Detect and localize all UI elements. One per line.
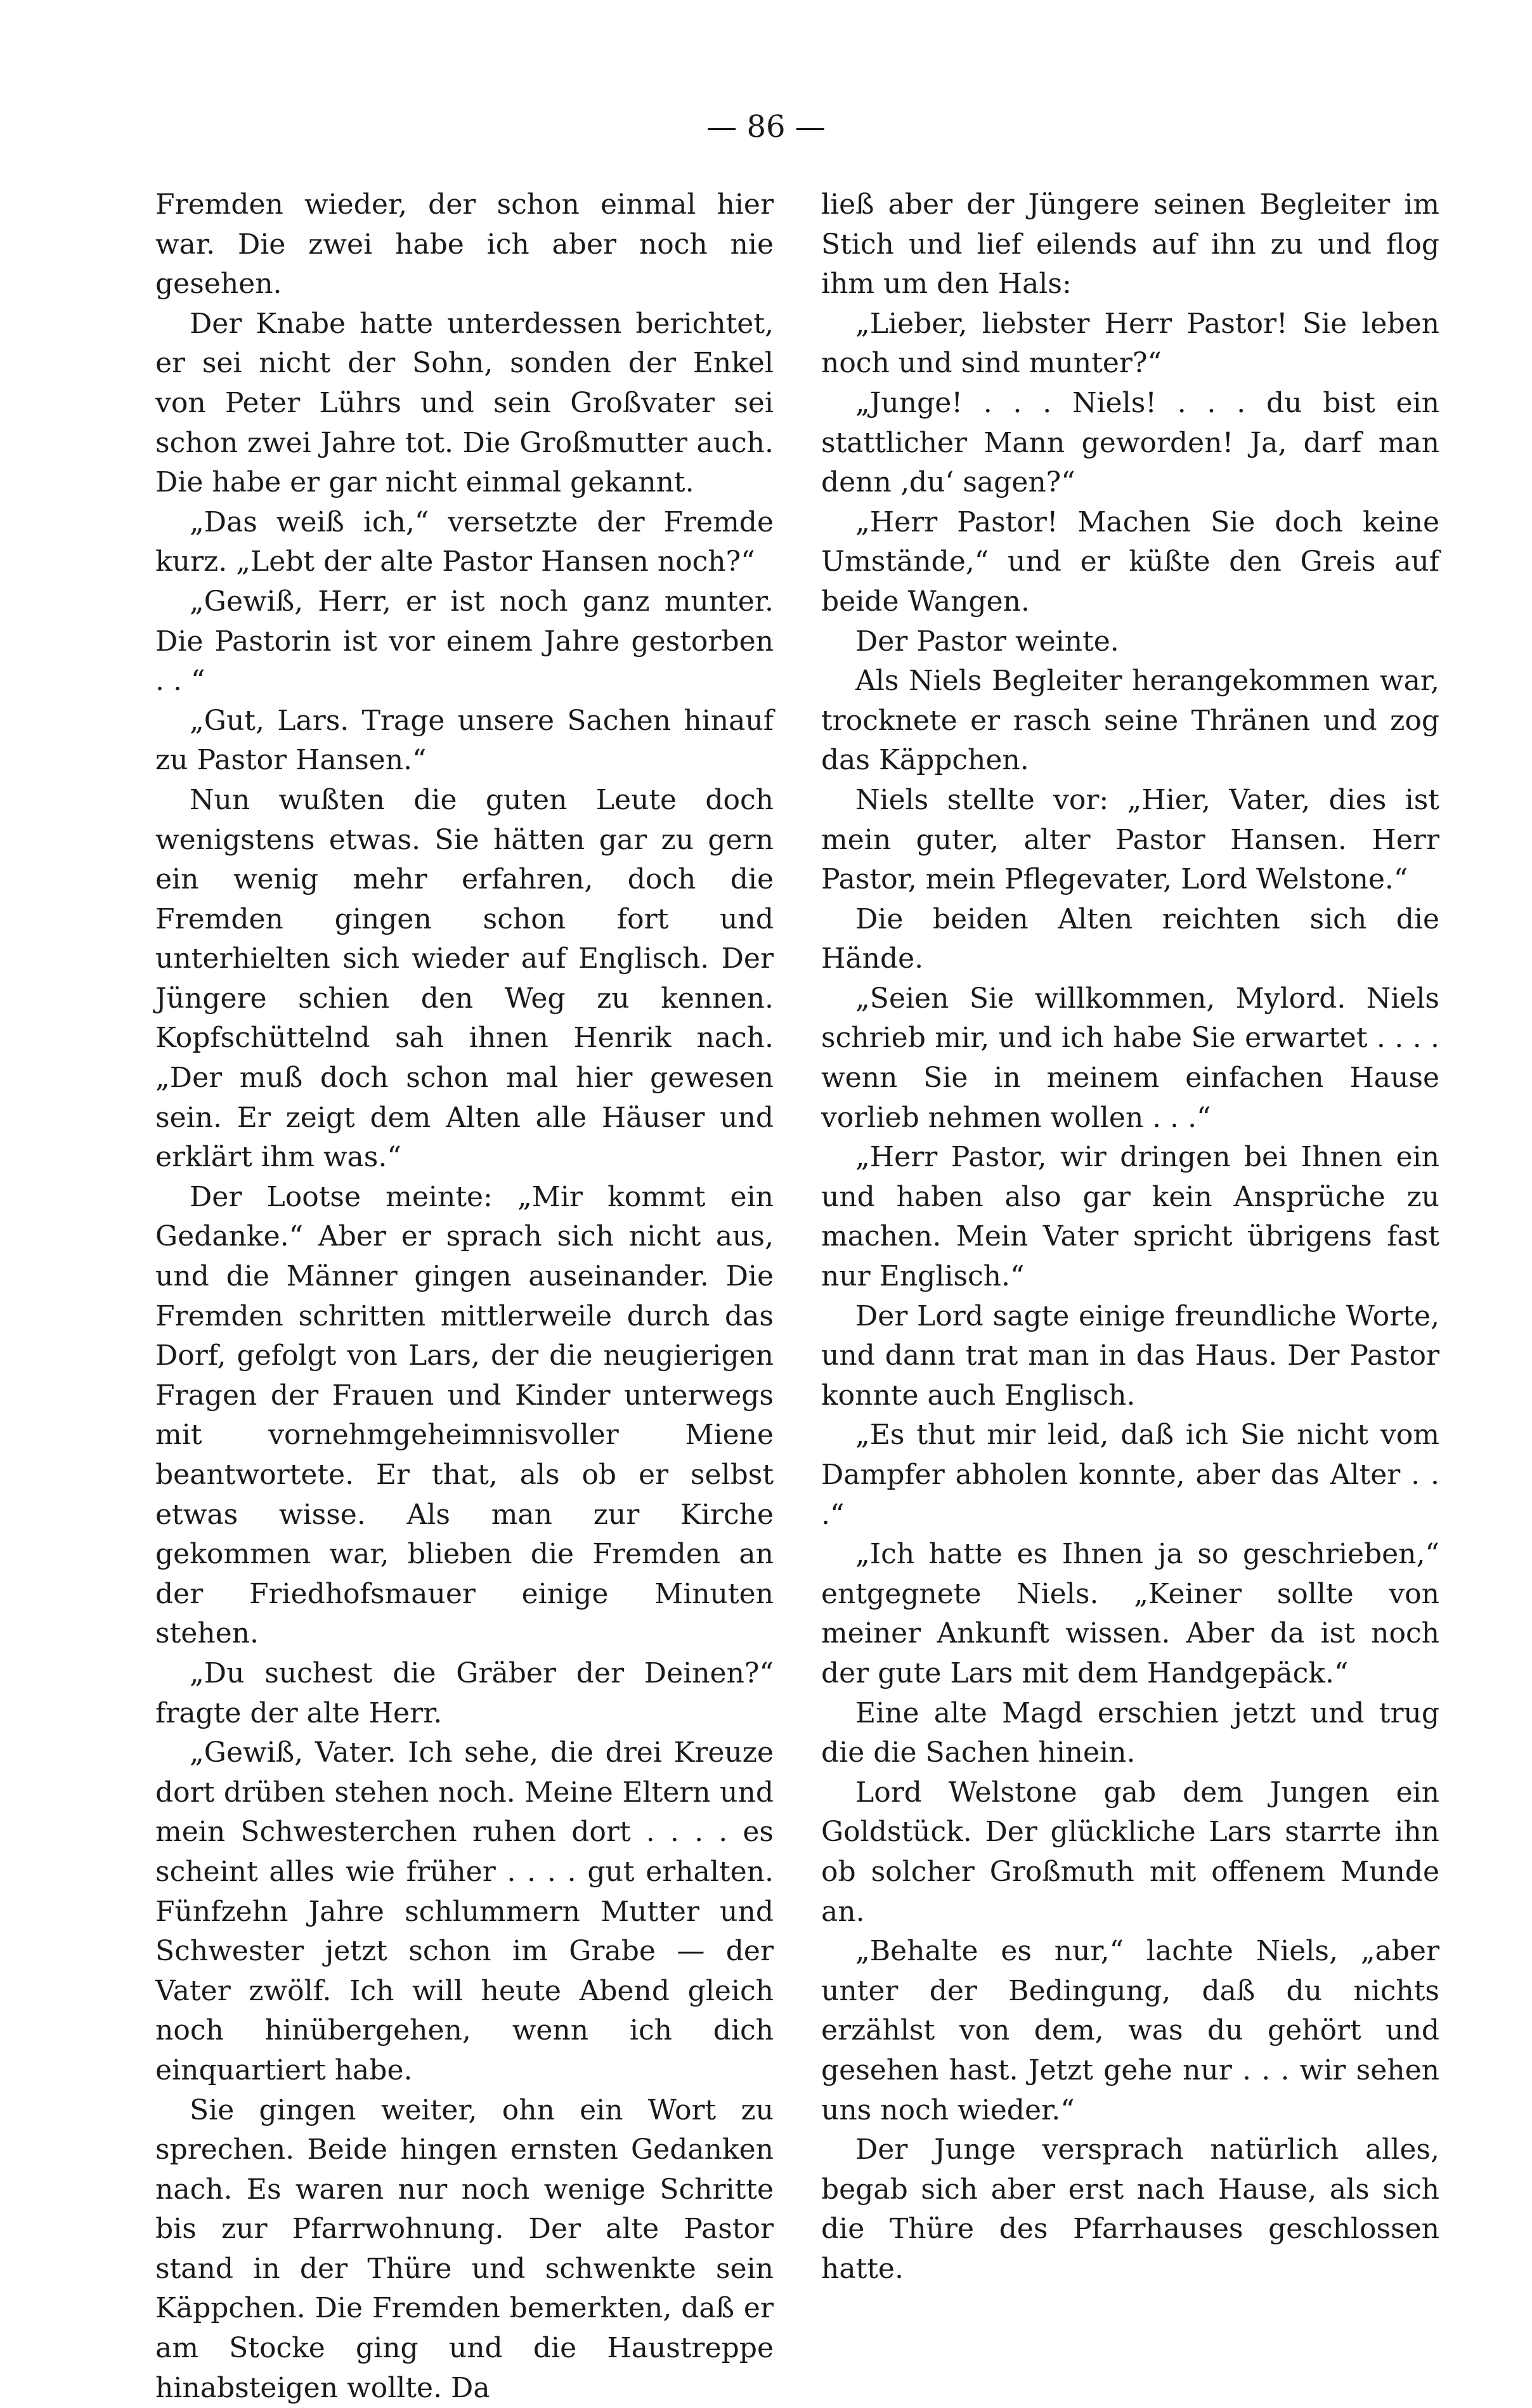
- paragraph: „Herr Pastor! Machen Sie doch keine Umstände,“ und er küßte den Greis auf beide Wangen.: [821, 503, 1439, 622]
- paragraph: „Es thut mir leid, daß ich Sie nicht vom Dampfer abholen konnte, aber das Alter . . .“: [821, 1416, 1439, 1535]
- paragraph: Der Lord sagte einige freundliche Worte, und dann trat man in das Haus. Der Pastor konnte auch Englisch.: [821, 1297, 1439, 1416]
- paragraph: Der Junge versprach natürlich alles, begab sich aber erst nach Hause, als sich die Thüre des Pfarrhauses geschlossen hatte.: [821, 2130, 1439, 2289]
- paragraph: Eine alte Magd erschien jetzt und trug die die Sachen hinein.: [821, 1694, 1439, 1773]
- left-text-column: [155, 185, 774, 2408]
- paragraph: „Seien Sie willkommen, Mylord. Niels schrieb mir, und ich habe Sie erwartet . . . . wenn Sie in meinem einfachen Hause vorlieb nehmen wollen . . .“: [821, 979, 1439, 1138]
- paragraph: „Lieber, liebster Herr Pastor! Sie leben noch und sind munter?“: [821, 304, 1439, 384]
- paragraph: „Junge! . . . Niels! . . . du bist ein stattlicher Mann geworden! Ja, darf man denn ‚du‘ sagen?“: [821, 384, 1439, 503]
- paragraph: „Das weiß ich,“ versetzte der Fremde kurz. „Lebt der alte Pastor Hansen noch?“: [155, 503, 774, 582]
- paragraph: Fremden wieder, der schon einmal hier war. Die zwei habe ich aber noch nie gesehen.: [155, 185, 774, 304]
- paragraph: Der Pastor weinte.: [821, 622, 1439, 662]
- paragraph: Die beiden Alten reichten sich die Hände.: [821, 900, 1439, 979]
- page-number: — 86 —: [0, 108, 1532, 146]
- paragraph: „Ich hatte es Ihnen ja so geschrieben,“ entgegnete Niels. „Keiner sollte von meiner Ankunft wissen. Aber da ist noch der gute Lars mit dem Handgepäck.“: [821, 1535, 1439, 1693]
- paragraph: Als Niels Begleiter herangekommen war, trocknete er rasch seine Thränen und zog das Käppchen.: [821, 661, 1439, 781]
- paragraph: „Herr Pastor, wir dringen bei Ihnen ein und haben also gar kein Ansprüche zu machen. Mein Vater spricht übrigens fast nur Englisch.“: [821, 1138, 1439, 1296]
- paragraph: Lord Welstone gab dem Jungen ein Goldstück. Der glückliche Lars starrte ihn ob solcher Großmuth mit offenem Munde an.: [821, 1773, 1439, 1932]
- paragraph: Der Knabe hatte unterdessen berichtet, er sei nicht der Sohn, sonden der Enkel von Peter Lührs und sein Großvater sei schon zwei Jahre tot. Die Großmutter auch. Die habe er gar nicht einmal gekannt.: [155, 304, 774, 503]
- paragraph: ließ aber der Jüngere seinen Begleiter im Stich und lief eilends auf ihn zu und flog ihm um den Hals:: [821, 185, 1439, 304]
- paragraph: „Du suchest die Gräber der Deinen?“ fragte der alte Herr.: [155, 1654, 774, 1733]
- paragraph: Sie gingen weiter, ohn ein Wort zu sprechen. Beide hingen ernsten Gedanken nach. Es waren nur noch wenige Schritte bis zur Pfarrwohnung. Der alte Pastor stand in der Thüre und schwenkte sein Käppchen. Die Fremden bemerkten, daß er am Stocke ging und die Haustreppe hinabsteigen wollte. Da: [155, 2091, 774, 2408]
- paragraph: „Gewiß, Herr, er ist noch ganz munter. Die Pastorin ist vor einem Jahre gestorben . . “: [155, 582, 774, 701]
- paragraph: Niels stellte vor: „Hier, Vater, dies ist mein guter, alter Pastor Hansen. Herr Pastor, mein Pflegevater, Lord Welstone.“: [821, 781, 1439, 900]
- paragraph: „Gewiß, Vater. Ich sehe, die drei Kreuze dort drüben stehen noch. Meine Eltern und mein Schwesterchen ruhen dort . . . . es scheint alles wie früher . . . . gut erhalten. Fünfzehn Jahre schlummern Mutter und Schwester jetzt schon im Grabe — der Vater zwölf. Ich will heute Abend gleich noch hinübergehen, wenn ich dich einquartiert habe.: [155, 1733, 774, 2090]
- paragraph: „Gut, Lars. Trage unsere Sachen hinauf zu Pastor Hansen.“: [155, 701, 774, 781]
- right-text-column: [821, 185, 1439, 2289]
- paragraph: Nun wußten die guten Leute doch wenigstens etwas. Sie hätten gar zu gern ein wenig mehr erfahren, doch die Fremden gingen schon fort und unterhielten sich wieder auf Englisch. Der Jüngere schien den Weg zu kennen. Kopfschüttelnd sah ihnen Henrik nach. „Der muß doch schon mal hier gewesen sein. Er zeigt dem Alten alle Häuser und erklärt ihm was.“: [155, 781, 774, 1178]
- paragraph: „Behalte es nur,“ lachte Niels, „aber unter der Bedingung, daß du nichts erzählst von dem, was du gehört und gesehen hast. Jetzt gehe nur . . . wir sehen uns noch wieder.“: [821, 1932, 1439, 2130]
- paragraph: Der Lootse meinte: „Mir kommt ein Gedanke.“ Aber er sprach sich nicht aus, und die Männer gingen auseinander. Die Fremden schritten mittlerweile durch das Dorf, gefolgt von Lars, der die neugierigen Fragen der Frauen und Kinder unterwegs mit vornehmgeheimnisvoller Miene beantwortete. Er that, als ob er selbst etwas wisse. Als man zur Kirche gekommen war, blieben die Fremden an der Friedhofsmauer einige Minuten stehen.: [155, 1178, 774, 1654]
